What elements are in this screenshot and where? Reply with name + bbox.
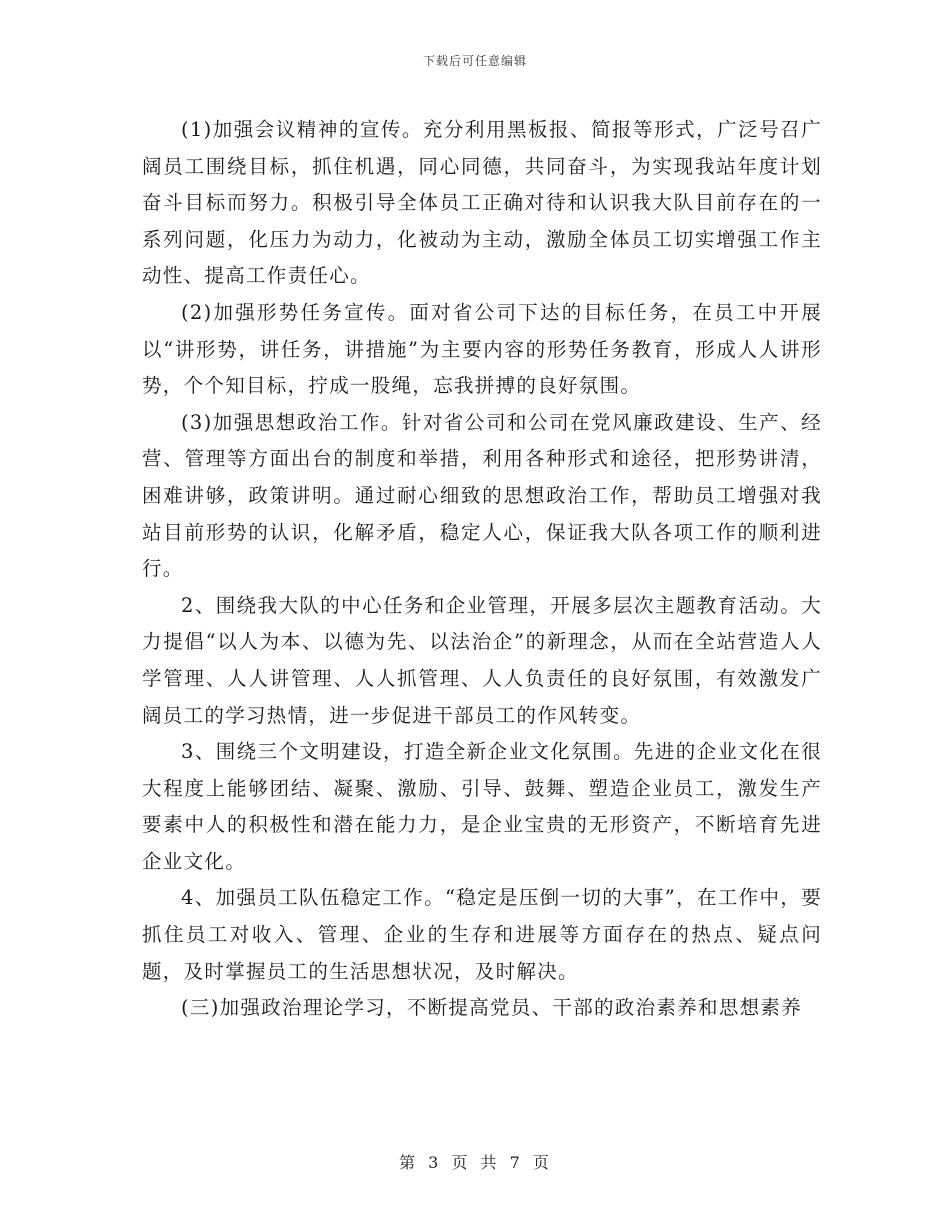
page-header-note: 下载后可任意编辑 — [422, 54, 527, 68]
paragraph-1: (1)加强会议精神的宣传。充分利用黑板报、简报等形式，广泛号召广阔员工围绕目标，抓住机遇，同心同德，共同奋斗，为实现我站年度计划奋斗目标而努力。积极引导全体员工正确对待和认识我大队目前存在的一系列问题，化压力为动力，化被动为主动，激励全体员工切实增强工作主动性、提高工作责任心。 — [142, 118, 822, 288]
paragraph-5: 3、围绕三个文明建设，打造全新企业文化氛围。先进的企业文化在很大程度上能够团结、凝聚、激励、引导、鼓舞、塑造企业员工，激发生产要素中人的积极性和潜在能力力，是企业宝贵的无形资产，不断培育先进企业文化。 — [142, 740, 822, 873]
paragraph-2: (2)加强形势任务宣传。面对省公司下达的目标任务，在员工中开展以“讲形势，讲任务，讲措施”为主要内容的形势任务教育，形成人人讲形势，个个知目标，拧成一股绳，忘我拼搏的良好氛围。 — [142, 300, 822, 398]
paragraph-7: (三)加强政治理论学习，不断提高党员、干部的政治素养和思想素养 — [181, 996, 803, 1020]
paragraph-6: 4、加强员工队伍稳定工作。“稳定是压倒一切的大事”，在工作中，要抓住员工对收入、管理、企业的生存和进展等方面存在的热点、疑点问题，及时掌握员工的生活思想状况，及时解决。 — [142, 886, 822, 983]
page-number: 第 3 页 共 7 页 — [399, 1153, 551, 1172]
paragraph-3: (3)加强思想政治工作。针对省公司和公司在党风廉政建设、生产、经营、管理等方面出台的制度和举措，利用各种形式和途径，把形势讲清，困难讲够，政策讲明。通过耐心细致的思想政治工作，帮助员工增强对我站目前形势的认识，化解矛盾，稳定人心，保证我大队各项工作的顺利进行。 — [142, 410, 822, 581]
paragraph-4: 2、围绕我大队的中心任务和企业管理，开展多层次主题教育活动。大力提倡“以人为本、以德为先、以法治企”的新理念，从而在全站营造人人学管理、人人讲管理、人人抓管理、人人负责任的良好氛围，有效激发广阔员工的学习热情，进一步促进干部员工的作风转变。 — [142, 593, 822, 727]
document-body — [142, 112, 822, 1027]
